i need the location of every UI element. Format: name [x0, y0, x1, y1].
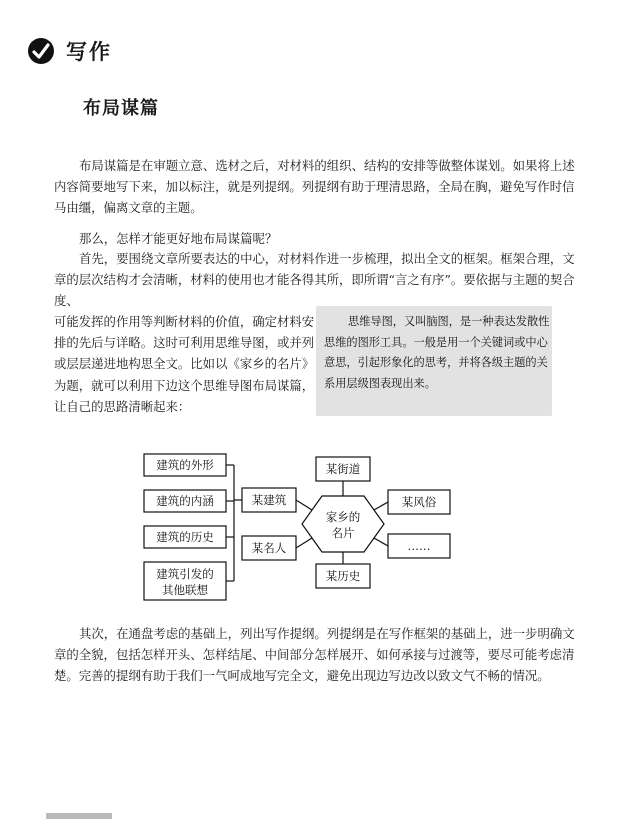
paragraph-second-step: 其次，在通盘考虑的基础上，列出写作提纲。列提纲是在写作框架的基础上，进一步明确文章的全貌，包括怎样开头、怎样结尾、中间部分怎样展开、如何承接与过渡等，要尽可能考虑清楚。完善的提纲有助于我们一气呵成地写完全文，避免出现边写边改以致文气不畅的情况。 — [54, 626, 575, 684]
pen-badge-icon — [26, 36, 56, 66]
paragraph-question: 那么，怎样才能更好地布局谋篇呢？ — [79, 231, 278, 246]
section-header — [26, 36, 112, 66]
node-history-label: 建筑的历史 — [156, 530, 214, 544]
sidebar-note-text: 思维导图，又叫脑图，是一种表达发散性思维的图形工具。一般是用一个关键词或中心意思，引起形象化的思考，并将各级主题的关系用层级图表现出来。 — [324, 315, 550, 390]
node-meaning-label: 建筑的内涵 — [156, 494, 214, 508]
mind-map-diagram — [142, 452, 462, 602]
paragraph-first-step: 首先，要围绕文章所要表达的中心，对材料作进一步梳理，拟出全文的框架。框架合理，文章的层次结构才会清晰，材料的使用也才能各得其所，即所谓“言之有序”。要依据与主题的契合度、 — [54, 251, 575, 309]
node-history-topic-label: 某历史 — [325, 569, 361, 583]
node-street-label: 某街道 — [325, 462, 361, 476]
node-association-label-2: 其他联想 — [162, 583, 208, 597]
paragraph-intro: 布局谋篇是在审题立意、选材之后，对材料的组织、结构的安排等做整体谋划。如果将上述内容简要地写下来，加以标注，就是列提纲。列提纲有助于理清思路，全局在胸，避免写作时信马由缰，偏离文章的主题。 — [54, 158, 575, 216]
node-custom-label: 某风俗 — [401, 495, 437, 509]
center-hexagon — [302, 496, 384, 552]
page-footer-mark — [46, 813, 112, 819]
node-person-label: 某名人 — [251, 541, 287, 555]
node-association-label-1: 建筑引发的 — [156, 567, 214, 581]
center-label-line1: 家乡的 — [325, 510, 361, 524]
center-label-line2: 名片 — [331, 526, 355, 540]
node-etc-label: …… — [407, 539, 431, 553]
paragraph-first-step-cont: 可能发挥的作用等判断材料的价值，确定材料安排的先后与详略。这时可利用思维导图，或并列或层层递进地构思全文。比如以《家乡的名片》为题，就可以利用下边这个思维导图布局谋篇，让自己的思路清晰起来： — [54, 314, 315, 414]
section-title: 写作 — [66, 40, 112, 64]
node-building-label: 某建筑 — [251, 493, 287, 507]
page-subtitle: 布局谋篇 — [83, 98, 159, 119]
node-exterior-label: 建筑的外形 — [156, 458, 214, 472]
